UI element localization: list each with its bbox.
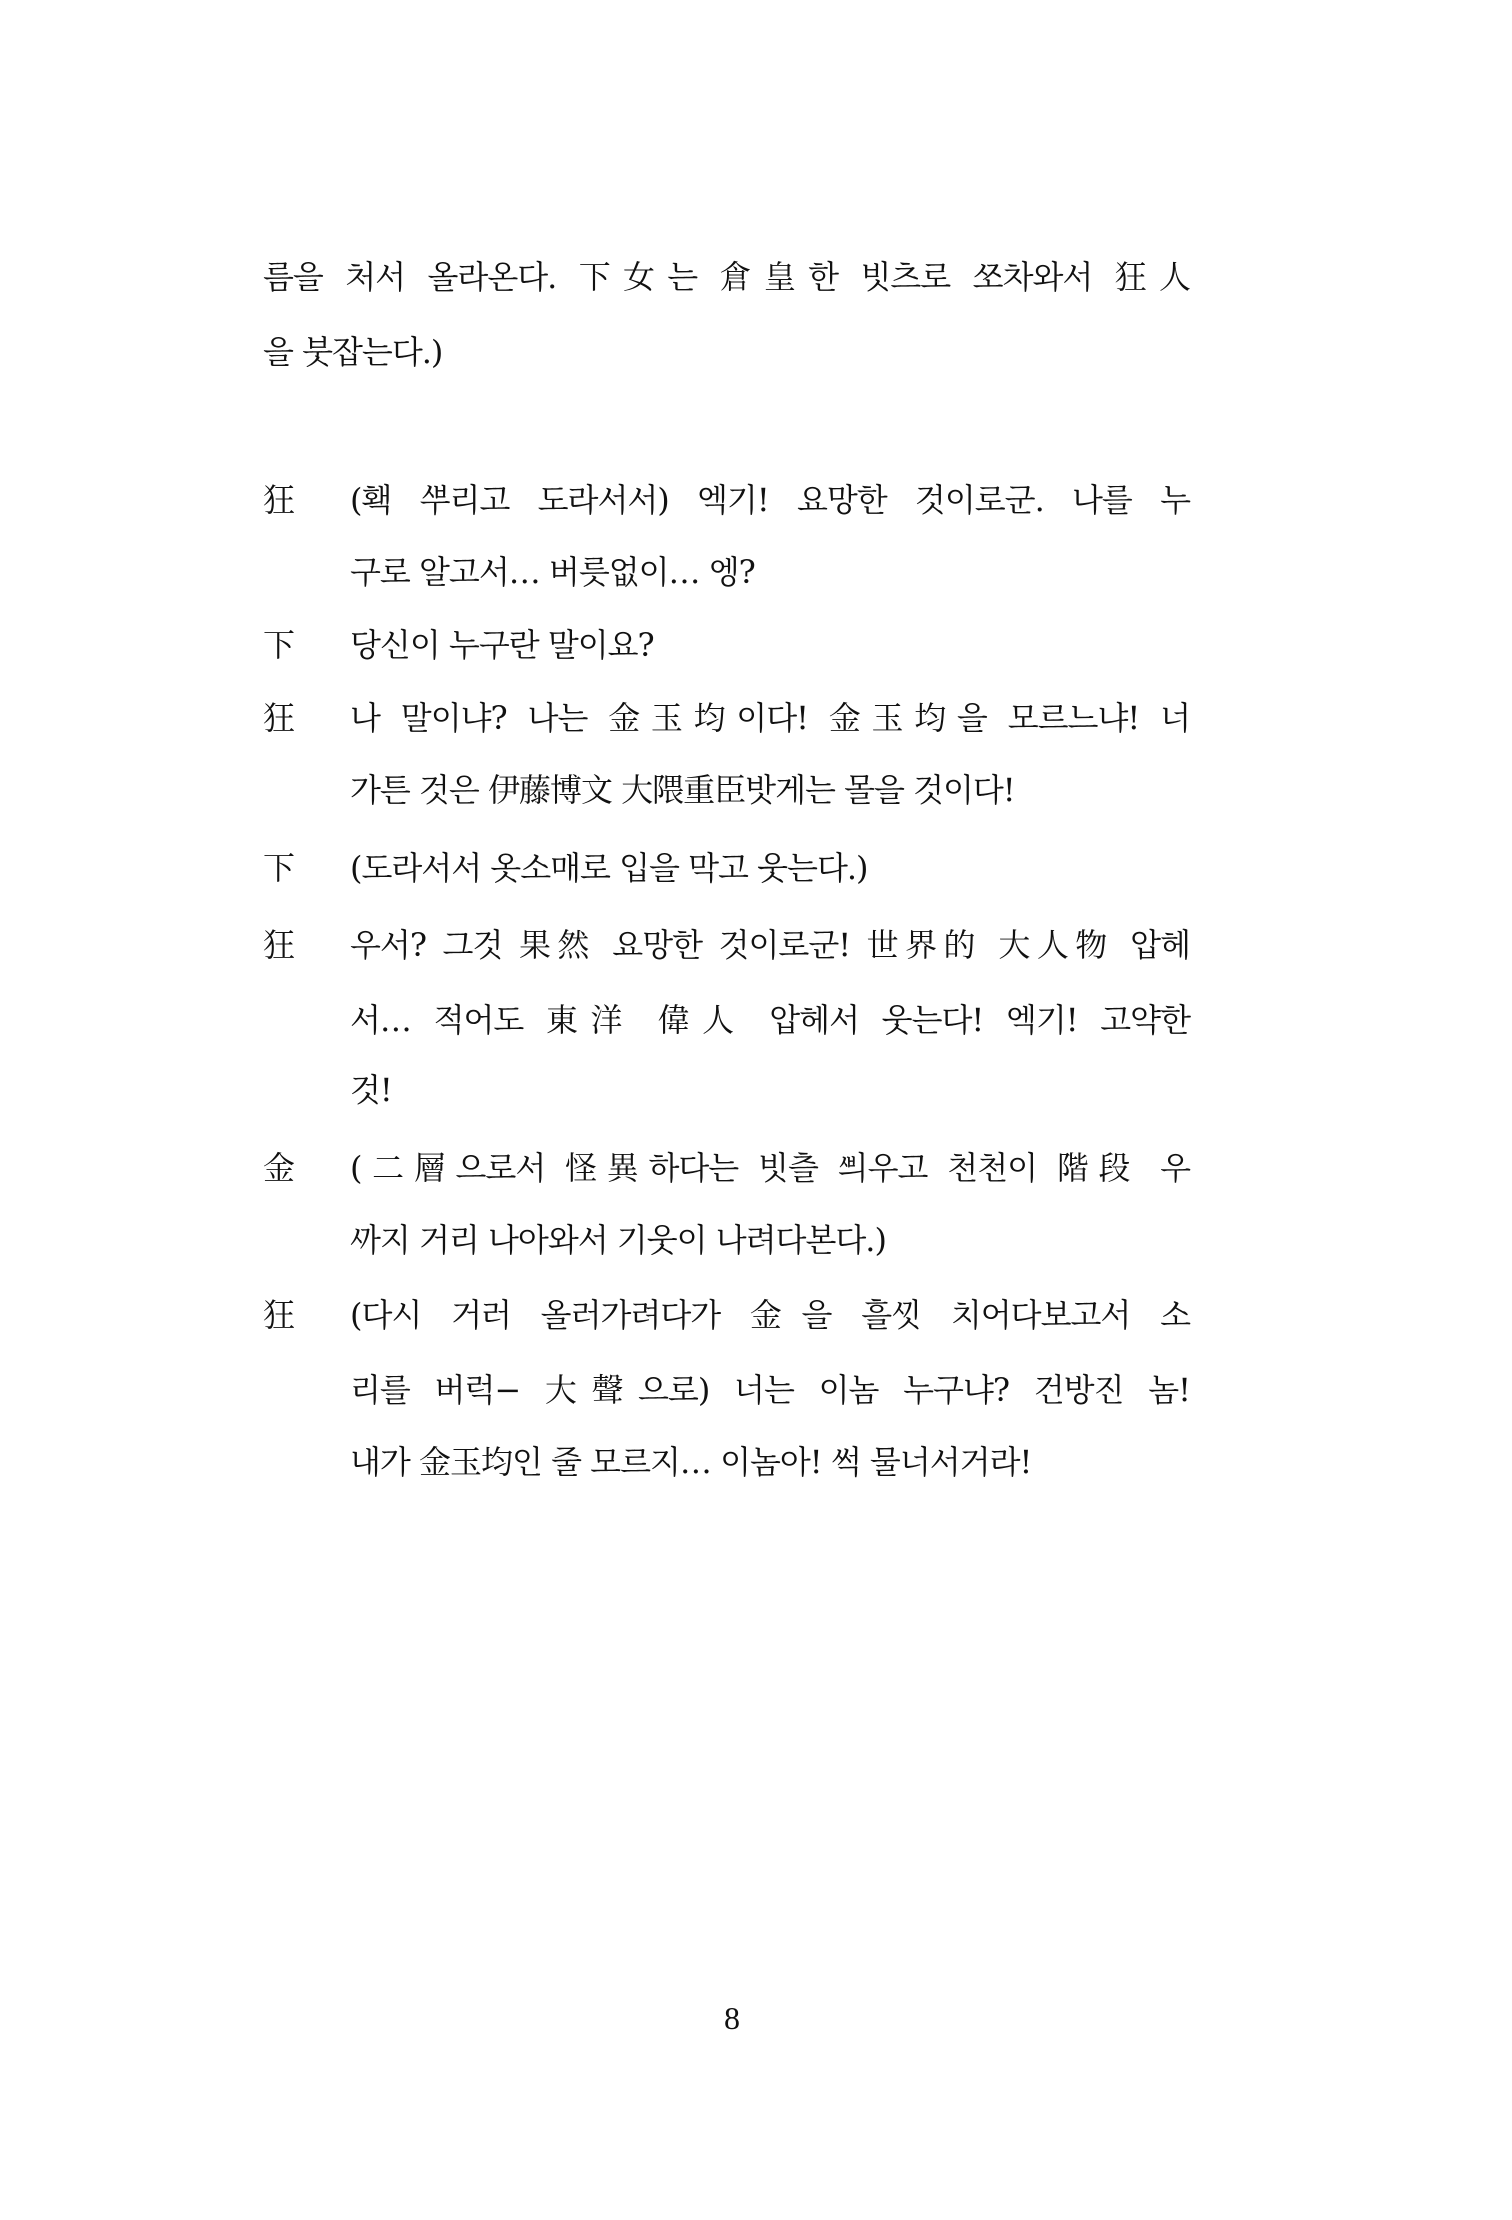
dialogue-line: 구로 알고서… 버릇없이… 엥? [350,553,755,591]
dialogue-line: 우서? 그것 果然 요망한 것이로군! 世界的 大人物 압헤 [350,926,1190,964]
dialogue-line: (홱 ᄲᅮ리고 도라서서) 엑기! 요망한 것이로군. 나를 누 [350,481,1190,519]
dialogue-line: 것! [350,1071,392,1109]
dialogue-line: 가튼 것은 伊藤博文 大隈重臣밧게는 몰을 것이다! [350,771,1015,809]
speaker-label: 狂 [263,1296,295,1334]
speaker-label: 狂 [263,481,295,519]
speaker-label: 狂 [263,699,295,737]
dialogue-line: (다시 거러 올러가려다가 金을 흘ᄭᅵᆺ 치어다보고서 소 [350,1296,1190,1334]
dialogue-line: (二層으로서 怪異하다는 빗츨 ᄲᅴ우고 천천이 階段 우 [350,1149,1190,1187]
dialogue-line: 나 말이냐? 나는 金玉均이다! 金玉均을 모르느냐! 너 [350,699,1190,737]
dialogue-line: 리를 버럭− 大聲으로) 너는 이놈 누구냐? 건방진 놈! [350,1371,1190,1409]
dialogue-line: 내가 金玉均인 줄 모르지… 이놈아! 썩 물너서거라! [350,1443,1032,1481]
speaker-label: 下 [263,626,295,664]
speaker-label: 金 [263,1149,295,1187]
speaker-label: 下 [263,849,295,887]
dialogue-line: 서… 적어도 東洋 偉人 압헤서 웃는다! 엑기! 고약한 [350,1001,1190,1039]
speaker-label: 狂 [263,926,295,964]
page-number: 8 [724,2000,740,2036]
dialogue-line: 당신이 누구란 말이요? [350,626,654,664]
dialogue-line: (도라서서 옷소매로 입을 막고 웃는다.) [350,849,868,887]
dialogue-line: ᄭᅡ지 거리 나아와서 기웃이 나려다본다.) [350,1221,886,1259]
stage-direction-line: 을 붓잡는다.) [263,333,443,371]
stage-direction-line: 름을 처서 올라온다. 下女는 倉皇한 빗츠로 ᄶᅩ차와서 狂人 [263,258,1190,296]
